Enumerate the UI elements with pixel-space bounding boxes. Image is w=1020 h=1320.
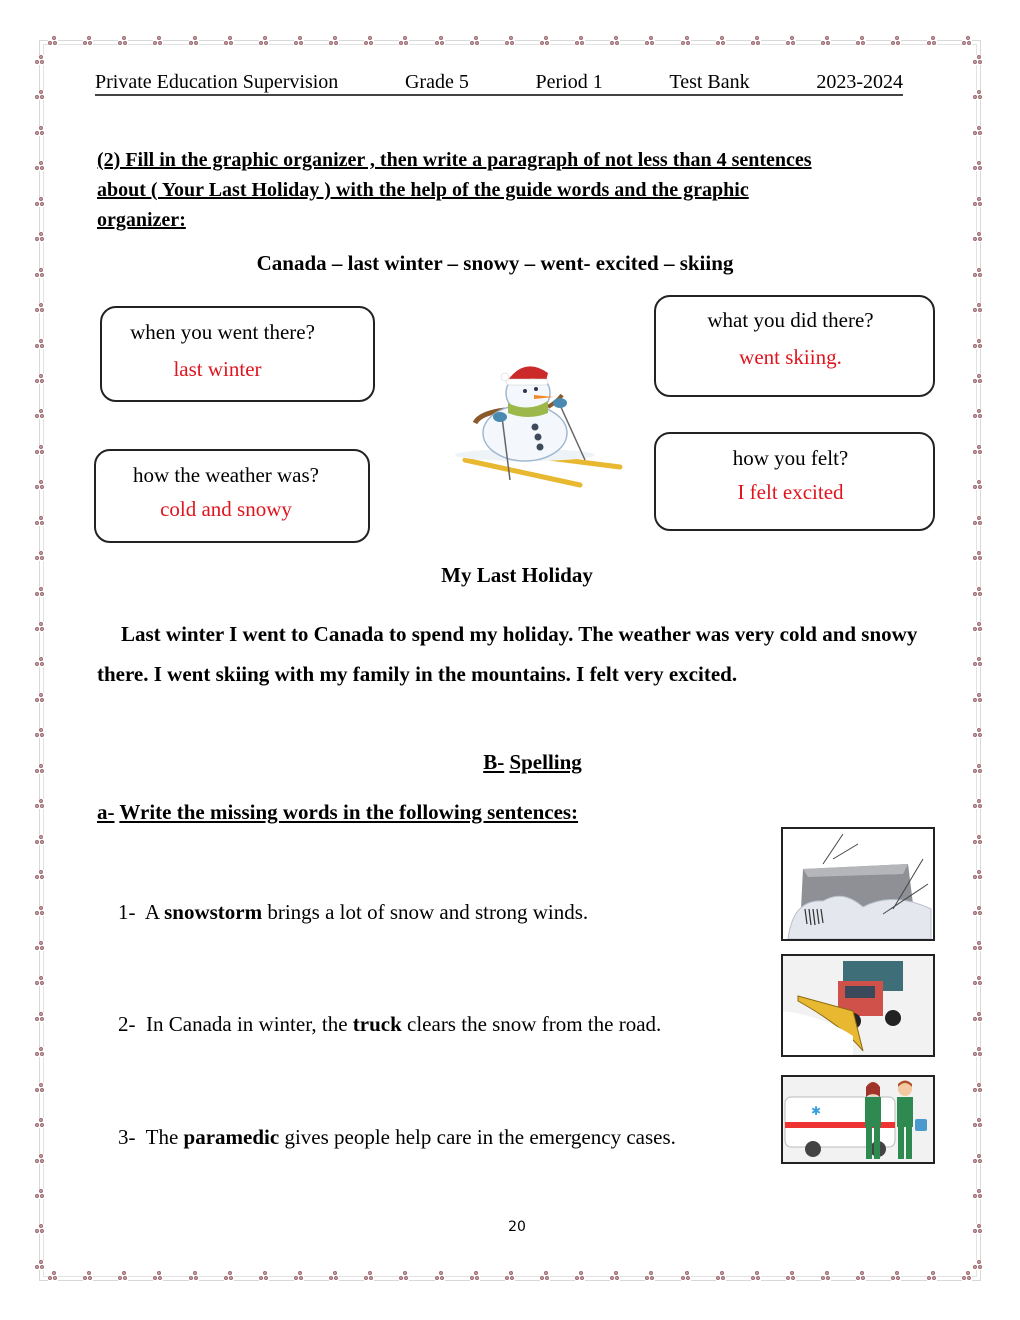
border-ornament-icon [35,303,45,313]
organizer-question: how the weather was? [132,463,319,487]
border-ornament-icon [35,622,45,632]
border-ornament-icon [973,587,983,597]
border-ornament-icon [118,1271,128,1281]
border-ornament-icon [973,799,983,809]
organizer-question: when you went there? [130,320,315,344]
sentence-number: 3- [118,1125,136,1149]
border-ornament-icon [540,36,550,46]
border-ornament-icon [35,90,45,100]
border-ornament-icon [35,728,45,738]
border-ornament-icon [294,36,304,46]
organizer-box-weather [94,449,370,543]
border-ornament-icon [716,1271,726,1281]
border-ornament-icon [973,1154,983,1164]
border-ornament-icon [973,374,983,384]
instruction-line-1: (2) Fill in the graphic organizer , then write a paragraph of not less than 4 sentences [97,149,812,171]
sentence-number: 2- [118,1012,136,1036]
border-ornament-icon [35,693,45,703]
paragraph-title: My Last Holiday [441,563,593,587]
border-ornament-icon [189,1271,199,1281]
border-ornament-icon [973,693,983,703]
organizer-question: how you felt? [732,446,849,470]
border-ornament-icon [35,1189,45,1199]
border-ornament-icon [35,799,45,809]
border-ornament-icon [48,36,58,46]
border-ornament-icon [973,976,983,986]
snowplow-truck-image [781,954,935,1057]
paramedics-ambulance-image [781,1075,935,1164]
border-ornament-icon [224,1271,234,1281]
border-ornament-icon [48,1271,58,1281]
border-ornament-icon [856,36,866,46]
writing-instruction [97,145,947,235]
border-ornament-icon [294,1271,304,1281]
border-ornament-icon [470,36,480,46]
border-ornament-icon [973,55,983,65]
border-ornament-icon [35,835,45,845]
sub-instruction: Write the missing words in the following sentences: [119,800,579,824]
border-ornament-icon [505,1271,515,1281]
border-ornament-icon [973,197,983,207]
border-ornament-icon [83,36,93,46]
organizer-answer: last winter [173,357,262,381]
border-ornament-icon [891,1271,901,1281]
border-ornament-icon [35,976,45,986]
border-ornament-icon [575,36,585,46]
organizer-answer: went skiing. [739,345,842,369]
sentence-text: The [145,1125,184,1149]
border-ornament-icon [610,36,620,46]
border-ornament-icon [329,36,339,46]
border-ornaments-left [35,55,45,1270]
border-ornament-icon [927,1271,937,1281]
border-ornament-icon [35,551,45,561]
border-ornament-icon [118,36,128,46]
border-ornament-icon [973,1118,983,1128]
border-ornaments-bottom [48,1271,972,1281]
organizer-answer: I felt excited [737,480,844,504]
spelling-instruction [97,800,578,825]
header-period: Period 1 [535,71,603,93]
organizer-question: what you did there? [707,308,874,332]
border-ornament-icon [259,1271,269,1281]
border-ornament-icon [973,1083,983,1093]
organizer-box-felt [654,432,935,531]
border-ornament-icon [973,232,983,242]
border-ornament-icon [399,1271,409,1281]
border-ornament-icon [35,445,45,455]
instruction-line-3: organizer: [97,209,186,231]
paragraph-body: Last winter I went to Canada to spend my holiday. The weather was very cold and snowy there. I went skiing with my family in the mountains. I felt very excited. [97,622,918,686]
border-ornament-icon [575,1271,585,1281]
border-ornament-icon [435,36,445,46]
section-heading-spelling [0,750,1020,775]
border-ornament-icon [973,657,983,667]
border-ornament-icon [35,161,45,171]
snowman-skiing-image [430,355,625,490]
border-ornament-icon [35,516,45,526]
border-ornament-icon [35,197,45,207]
sentence-text: brings a lot of snow and strong winds. [262,900,589,924]
border-ornament-icon [645,1271,655,1281]
border-ornament-icon [35,1260,45,1270]
border-ornament-icon [224,36,234,46]
section-title: Spelling [509,750,582,774]
border-ornament-icon [973,870,983,880]
border-ornament-icon [35,1012,45,1022]
border-ornament-icon [927,36,937,46]
sentence-text: gives people help care in the emergency cases. [279,1125,676,1149]
border-ornament-icon [821,1271,831,1281]
border-ornament-icon [35,587,45,597]
instruction-line-2: about ( Your Last Holiday ) with the help of the guide words and the graphic [97,179,749,201]
border-ornament-icon [891,36,901,46]
answer-word: snowstorm [164,900,263,924]
organizer-box-what [654,295,935,397]
border-ornament-icon [786,36,796,46]
spelling-sentence [118,1125,676,1150]
border-ornaments-right [973,55,983,1270]
border-ornament-icon [35,480,45,490]
header-org: Private Education Supervision [95,71,339,93]
organizer-box-when [100,306,375,402]
border-ornament-icon [973,622,983,632]
border-ornament-icon [329,1271,339,1281]
sub-prefix: a- [97,800,115,824]
sentence-text: clears the snow from the road. [401,1012,662,1036]
border-ornament-icon [973,906,983,916]
border-ornament-icon [973,126,983,136]
svg-text:✱: ✱ [811,1104,822,1118]
border-ornaments-top [48,36,972,46]
answer-word: truck [352,1012,402,1036]
border-ornament-icon [35,126,45,136]
border-ornament-icon [973,728,983,738]
border-ornament-icon [35,1154,45,1164]
organizer-answer: cold and snowy [160,497,292,521]
border-ornament-icon [856,1271,866,1281]
border-ornament-icon [973,835,983,845]
border-ornament-icon [35,1083,45,1093]
border-ornament-icon [35,1118,45,1128]
header-doc-type: Test Bank [669,71,750,93]
border-ornament-icon [35,339,45,349]
border-ornament-icon [505,36,515,46]
border-ornament-icon [364,36,374,46]
border-ornament-icon [189,36,199,46]
border-ornament-icon [751,36,761,46]
border-ornament-icon [786,1271,796,1281]
header-year: 2023-2024 [816,71,903,93]
border-ornament-icon [364,1271,374,1281]
sentence-number: 1- [118,900,136,924]
border-ornament-icon [716,36,726,46]
border-ornament-icon [259,36,269,46]
border-ornament-icon [973,409,983,419]
border-ornament-icon [645,36,655,46]
border-ornament-icon [153,36,163,46]
border-ornament-icon [435,1271,445,1281]
border-ornament-icon [962,1271,972,1281]
border-ornament-icon [962,36,972,46]
border-ornament-icon [35,906,45,916]
border-ornament-icon [681,36,691,46]
page-header [95,70,903,96]
section-prefix: B- [483,750,505,774]
border-ornament-icon [540,1271,550,1281]
border-ornament-icon [35,1047,45,1057]
border-ornament-icon [821,36,831,46]
border-ornament-icon [973,1189,983,1199]
border-ornament-icon [973,480,983,490]
sentence-text: In Canada in winter, the [146,1012,353,1036]
border-ornament-icon [973,516,983,526]
border-ornament-icon [610,1271,620,1281]
border-ornament-icon [751,1271,761,1281]
border-ornament-icon [399,36,409,46]
guide-words: Canada – last winter – snowy – went- excited – skiing [256,251,734,275]
border-ornament-icon [973,90,983,100]
border-ornament-icon [681,1271,691,1281]
border-ornament-icon [973,551,983,561]
border-ornament-icon [35,409,45,419]
answer-word: paramedic [183,1125,280,1149]
border-ornament-icon [973,445,983,455]
border-ornament-icon [973,1260,983,1270]
border-ornament-icon [35,657,45,667]
page-number: 20 [508,1219,526,1235]
border-ornament-icon [35,870,45,880]
border-ornament-icon [973,941,983,951]
border-ornament-icon [83,1271,93,1281]
border-ornament-icon [470,1271,480,1281]
spelling-sentence [118,900,588,925]
border-ornament-icon [973,1012,983,1022]
spelling-sentence [118,1012,661,1037]
border-ornament-icon [973,161,983,171]
snowstorm-image [781,827,935,941]
border-ornament-icon [35,55,45,65]
border-ornament-icon [35,374,45,384]
border-ornament-icon [973,303,983,313]
border-ornament-icon [973,339,983,349]
border-ornament-icon [973,1047,983,1057]
header-grade: Grade 5 [404,71,469,93]
sentence-text: A [144,900,165,924]
border-ornament-icon [35,941,45,951]
border-ornament-icon [35,232,45,242]
border-ornament-icon [153,1271,163,1281]
